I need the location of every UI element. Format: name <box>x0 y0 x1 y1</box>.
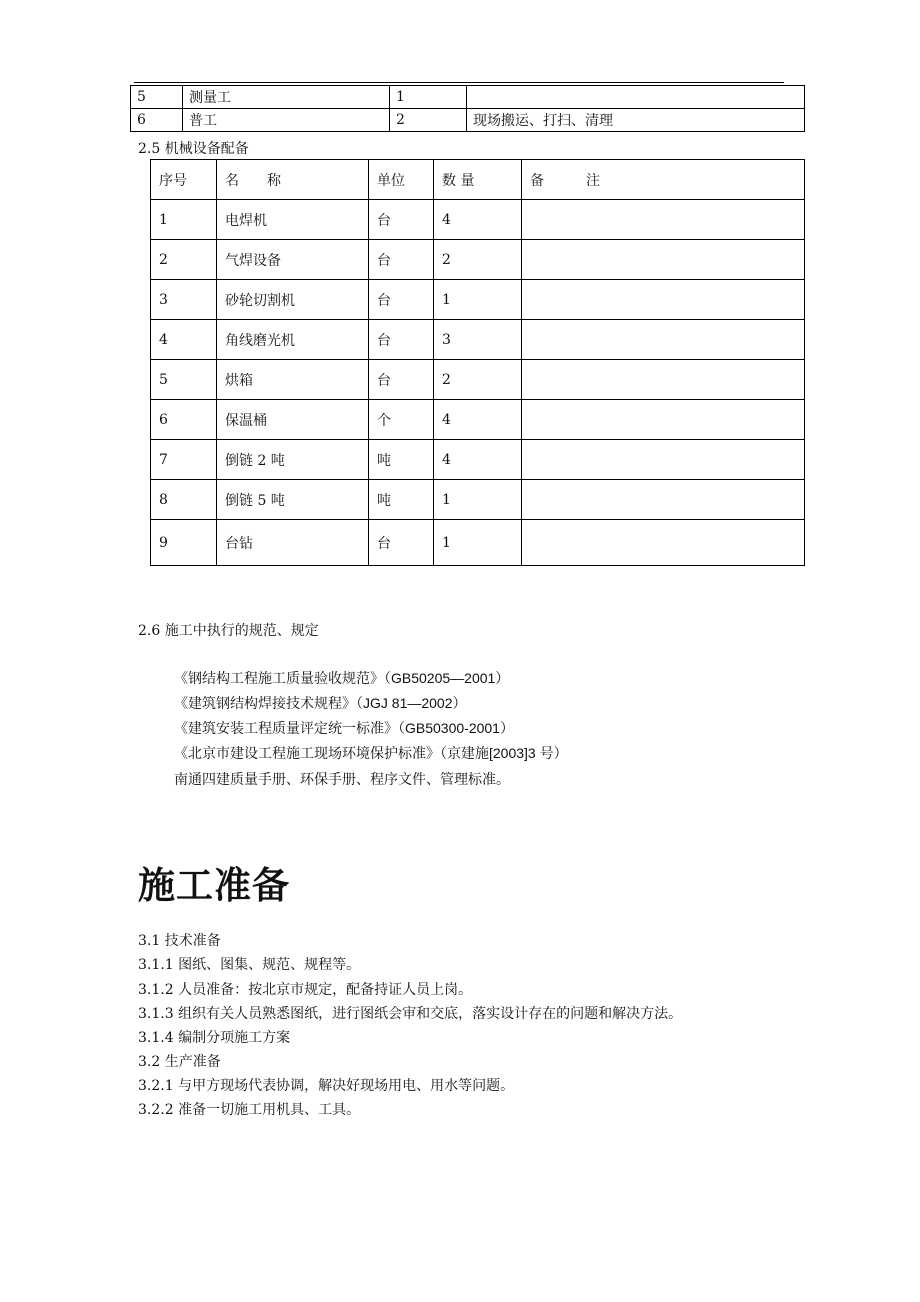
table-row <box>131 109 805 132</box>
table-row <box>151 360 805 400</box>
equip-no: 5 <box>151 360 217 400</box>
table-row <box>151 240 805 280</box>
standard-item <box>174 743 568 763</box>
equip-no: 9 <box>151 520 217 566</box>
equip-no: 8 <box>151 480 217 520</box>
prep-line: 3.2.2 准备一切施工用机具、工具。 <box>138 1102 361 1118</box>
prep-line: 3.2.1 与甲方现场代表协调，解决好现场用电、用水等问题。 <box>138 1078 515 1094</box>
standard-code: （GB50205—2001） <box>384 670 510 686</box>
equip-name: 倒链 5 吨 <box>217 480 369 520</box>
table-row <box>151 440 805 480</box>
equip-name: 保温桶 <box>217 400 369 440</box>
labor-name: 测量工 <box>183 86 390 109</box>
table-row <box>151 480 805 520</box>
standard-name: 《建筑安装工程质量评定统一标准》 <box>174 721 398 737</box>
prep-line: 3.1.1 图纸、图集、规范、规程等。 <box>138 957 361 973</box>
standard-last-line: 南通四建质量手册、环保手册、程序文件、管理标准。 <box>174 772 510 788</box>
table-header-row <box>151 160 805 200</box>
equip-no: 6 <box>151 400 217 440</box>
header-cell: 单位 <box>369 160 434 200</box>
standard-name: 《北京市建设工程施工现场环境保护标准》 <box>174 746 440 762</box>
standard-code: （JGJ 81—2002） <box>356 695 467 711</box>
table-row <box>151 400 805 440</box>
page-title: 施工准备 <box>138 863 290 907</box>
equip-unit: 台 <box>369 320 434 360</box>
prep-line: 3.1.4 编制分项施工方案 <box>138 1030 291 1046</box>
equip-no: 2 <box>151 240 217 280</box>
equip-no: 3 <box>151 280 217 320</box>
equip-unit: 台 <box>369 280 434 320</box>
table-row <box>151 200 805 240</box>
equip-no: 7 <box>151 440 217 480</box>
equip-unit: 个 <box>369 400 434 440</box>
equip-unit: 台 <box>369 360 434 400</box>
labor-name: 普工 <box>183 109 390 132</box>
equip-note <box>522 520 805 566</box>
prep-line: 3.2 生产准备 <box>138 1054 221 1070</box>
section-heading-standards: 2.6 施工中执行的规范、规定 <box>138 623 319 639</box>
table-row <box>151 320 805 360</box>
header-cell: 名 称 <box>217 160 369 200</box>
equip-note <box>522 360 805 400</box>
standard-name: 《建筑钢结构焊接技术规程》 <box>174 696 356 712</box>
table-row <box>131 86 805 109</box>
labor-count: 1 <box>390 86 467 109</box>
labor-no: 6 <box>131 109 183 132</box>
header-cell: 序号 <box>151 160 217 200</box>
equip-note <box>522 400 805 440</box>
equip-name: 电焊机 <box>217 200 369 240</box>
equip-qty: 1 <box>434 480 522 520</box>
equip-no: 1 <box>151 200 217 240</box>
equip-no: 4 <box>151 320 217 360</box>
standard-code: （京建施[2003]3 号） <box>440 745 568 761</box>
header-cell: 数 量 <box>434 160 522 200</box>
equip-qty: 4 <box>434 400 522 440</box>
header-cell: 备 注 <box>522 160 805 200</box>
equip-note <box>522 440 805 480</box>
equip-name: 角线磨光机 <box>217 320 369 360</box>
labor-no: 5 <box>131 86 183 109</box>
labor-note <box>467 86 805 109</box>
equip-name: 倒链 2 吨 <box>217 440 369 480</box>
header-rule <box>134 82 784 83</box>
section-heading-equipment: 2.5 机械设备配备 <box>138 141 249 157</box>
equip-name: 气焊设备 <box>217 240 369 280</box>
table-row <box>151 280 805 320</box>
table-row <box>151 520 805 566</box>
equip-note <box>522 280 805 320</box>
labor-note: 现场搬运、打扫、清理 <box>467 109 805 132</box>
equip-qty: 2 <box>434 360 522 400</box>
standard-name: 《钢结构工程施工质量验收规范》 <box>174 671 384 687</box>
standard-item <box>174 693 467 713</box>
prep-line: 3.1 技术准备 <box>138 933 221 949</box>
standard-item <box>174 718 514 738</box>
labor-table <box>130 85 805 132</box>
prep-line: 3.1.3 组织有关人员熟悉图纸，进行图纸会审和交底，落实设计存在的问题和解决方法。 <box>138 1006 683 1022</box>
standard-item <box>174 668 509 688</box>
equip-name: 台钻 <box>217 520 369 566</box>
equip-qty: 4 <box>434 440 522 480</box>
equipment-table <box>150 159 805 566</box>
equip-note <box>522 480 805 520</box>
equip-unit: 台 <box>369 240 434 280</box>
equip-unit: 吨 <box>369 480 434 520</box>
equip-unit: 吨 <box>369 440 434 480</box>
equip-qty: 2 <box>434 240 522 280</box>
equip-qty: 1 <box>434 280 522 320</box>
prep-line: 3.1.2 人员准备：按北京市规定，配备持证人员上岗。 <box>138 982 473 998</box>
equip-note <box>522 200 805 240</box>
equip-name: 砂轮切割机 <box>217 280 369 320</box>
equip-note <box>522 320 805 360</box>
equip-unit: 台 <box>369 200 434 240</box>
equip-unit: 台 <box>369 520 434 566</box>
equip-qty: 1 <box>434 520 522 566</box>
labor-count: 2 <box>390 109 467 132</box>
equip-qty: 3 <box>434 320 522 360</box>
equip-qty: 4 <box>434 200 522 240</box>
standard-code: （GB50300-2001） <box>398 720 514 736</box>
equip-name: 烘箱 <box>217 360 369 400</box>
equip-note <box>522 240 805 280</box>
